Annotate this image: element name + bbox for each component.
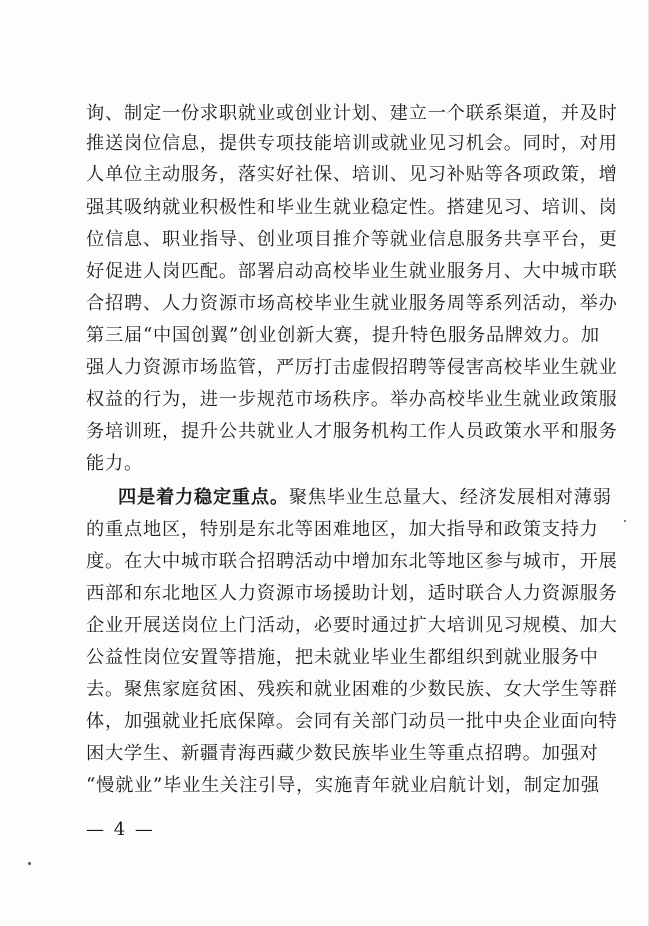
paragraph-2-first-line-rest: 聚焦毕业生总量大、经济发展相对薄弱 (288, 487, 612, 508)
paragraph-1-line: 第三届“中国创翼”创业创新大赛，提升特色服务品牌效力。加 (86, 325, 600, 346)
paragraph-1-line: 务培训班，提升公共就业人才服务机构工作人员政策水平和服务 (86, 421, 618, 442)
paragraph-1-line: 推送岗位信息，提供专项技能培训或就业见习机会。同时，对用 (86, 133, 618, 154)
scan-speck (624, 520, 626, 522)
paragraph-1-line: 权益的行为，进一步规范市场秩序。举办高校毕业生就业政策服 (86, 389, 618, 410)
paragraph-2-lead: 四是着力稳定重点。 (118, 487, 289, 508)
paragraph-2-first-line (118, 483, 612, 513)
paragraph-2-line: 公益性岗位安置等措施，把未就业毕业生都组织到就业服务中 (86, 647, 599, 668)
paragraph-1-line: 位信息、职业指导、创业项目推介等就业信息服务共享平台，更 (86, 229, 618, 250)
paragraph-1-line: 强人力资源市场监管，严厉打击虚假招聘等侵害高校毕业生就业 (86, 357, 618, 378)
paragraph-2-line: 去。聚焦家庭贫困、残疾和就业困难的少数民族、女大学生等群 (86, 679, 618, 700)
paragraph-1-line: 强其吸纳就业积极性和毕业生就业稳定性。搭建见习、培训、岗 (86, 197, 618, 218)
paragraph-1-line: 好促进人岗匹配。部署启动高校毕业生就业服务月、大中城市联 (86, 261, 618, 282)
paragraph-2-line: 的重点地区，特别是东北等困难地区，加大指导和政策支持力 (86, 519, 599, 540)
scan-speck (28, 862, 31, 865)
paragraph-2-line: 度。在大中城市联合招聘活动中增加东北等地区参与城市，开展 (86, 551, 618, 572)
paragraph-1-last-line: 能力。 (86, 453, 143, 474)
paragraph-2-line: 企业开展送岗位上门活动，必要时通过扩大培训见习规模、加大 (86, 615, 618, 636)
paragraph-1-line: 人单位主动服务，落实好社保、培训、见习补贴等各项政策，增 (86, 164, 618, 185)
paragraph-2-line: 西部和东北地区人力资源市场援助计划，适时联合人力资源服务 (86, 583, 618, 604)
page-number: — 4 — (86, 819, 155, 840)
paragraph-2-line: 困大学生、新疆青海西藏少数民族毕业生等重点招聘。加强对 (86, 743, 599, 764)
paragraph-1-line: 合招聘、人力资源市场高校毕业生就业服务周等系列活动，举办 (86, 293, 618, 314)
paragraph-1-line: 询、制定一份求职就业或创业计划、建立一个联系渠道，并及时 (86, 103, 618, 124)
paragraph-2-line: 体，加强就业托底保障。会同有关部门动员一批中央企业面向特 (86, 711, 618, 732)
paragraph-2-line: “慢就业”毕业生关注引导，实施青年就业启航计划，制定加强 (86, 775, 600, 796)
